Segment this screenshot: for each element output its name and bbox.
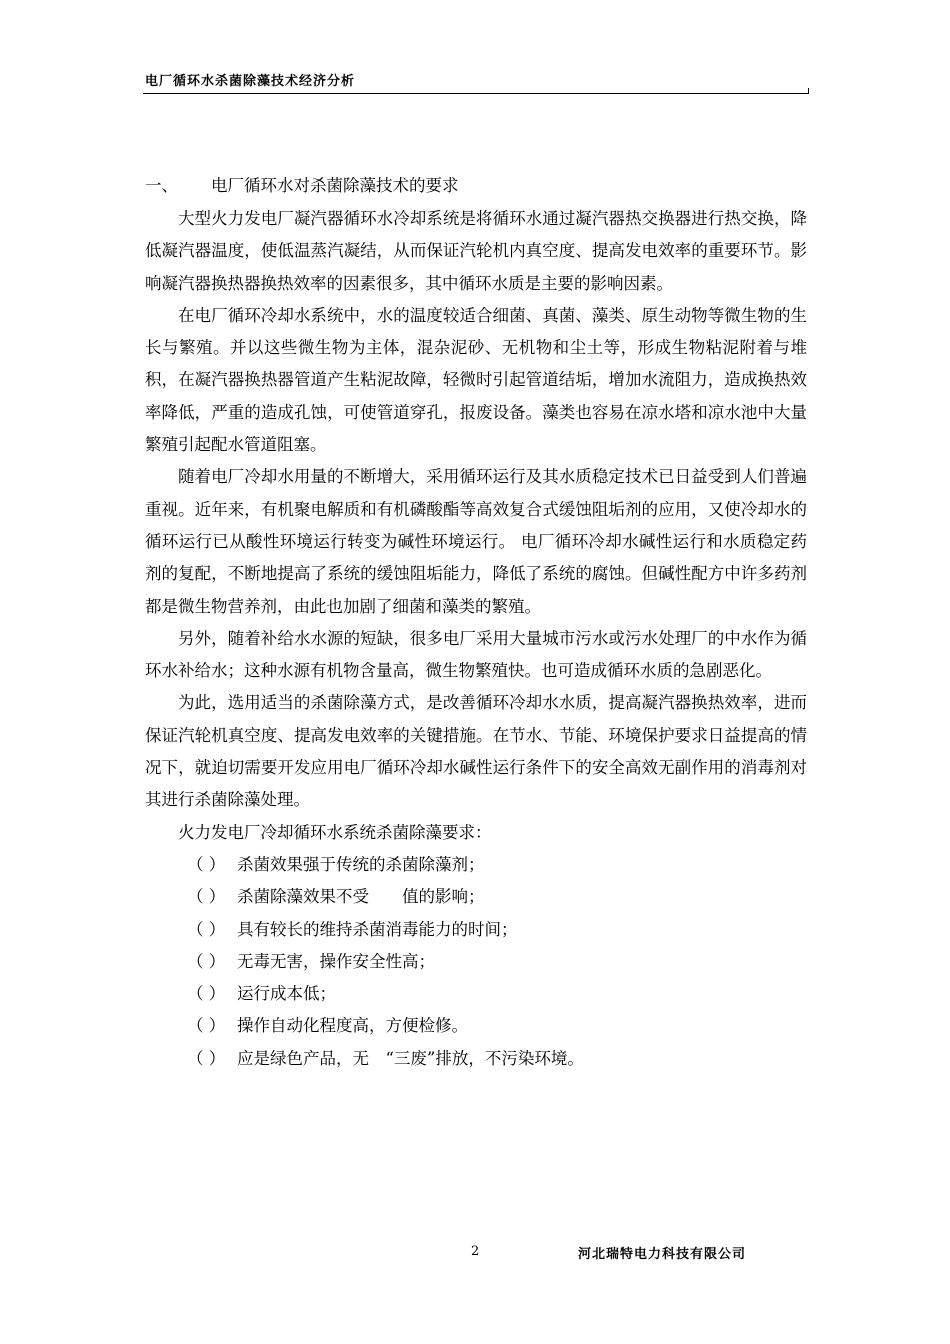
paragraph: 为此，选用适当的杀菌除藻方式，是改善循环冷却水水质，提高凝汽器换热效率，进而保证汽轮机真空度、提高发电效率的关键措施。在节水、节能、环境保护要求日益提高的情况下，就迫切需要开发应用电厂循环冷却水碱性运行条件下的安全高效无副作用的消毒剂对其进行杀菌除藻处理。 <box>145 693 807 810</box>
section-number: 一、 <box>145 176 178 195</box>
body-text <box>145 203 807 1075</box>
list-marker: （ ） <box>187 1016 226 1036</box>
section-title: 电厂循环水对杀菌除藻技术的要求 <box>211 176 459 195</box>
requirements-intro: 火力发电厂冷却循环水系统杀菌除藻要求： <box>178 822 492 842</box>
header-rule <box>143 93 808 94</box>
list-marker: （ ） <box>187 951 226 971</box>
running-header-title: 电厂循环水杀菌除藻技术经济分析 <box>145 74 356 89</box>
list-item-text: 运行成本低； <box>237 984 336 1004</box>
list-item <box>145 881 807 913</box>
list-marker: （ ） <box>187 919 226 939</box>
list-item-text: 杀菌效果强于传统的杀菌除藻剂； <box>237 854 485 874</box>
footer-company-name: 河北瑞特电力科技有限公司 <box>578 1247 747 1262</box>
header-rule-tick <box>808 88 809 94</box>
list-marker: （ ） <box>187 887 226 907</box>
list-item-text: 操作自动化程度高，方便检修。 <box>237 1016 468 1036</box>
list-item-text: 具有较长的维持杀菌消毒能力的时间； <box>237 919 518 939</box>
paragraph: 大型火力发电厂凝汽器循环水冷却系统是将循环水通过凝汽器热交换器进行热交换，降低凝汽器温度，使低温蒸汽凝结，从而保证汽轮机内真空度、提高发电效率的重要环节。影响凝汽器换热器换热效率的因素很多，其中循环水质是主要的影响因素。 <box>145 209 807 293</box>
list-item <box>145 1043 807 1075</box>
list-item <box>145 914 807 946</box>
page-number: 2 <box>471 1244 480 1259</box>
section-heading <box>145 172 459 196</box>
list-item-text: 杀菌除藻效果不受 值的影响； <box>237 887 485 907</box>
list-item <box>145 978 807 1010</box>
list-marker: （ ） <box>187 854 226 874</box>
paragraph: 随着电厂冷却水用量的不断增大，采用循环运行及其水质稳定技术已日益受到人们普遍重视。近年来，有机聚电解质和有机磷酸酯等高效复合式缓蚀阻垢剂的应用，又使冷却水的循环运行已从酸性环境运行转变为碱性环境运行。 电厂循环冷却水碱性运行和水质稳定药剂的复配，不断地提高了系统的缓蚀阻垢能力，降低了系统的腐蚀。但碱性配方中许多药剂都是微生物营养剂，由此也加剧了细菌和藻类的繁殖。 <box>145 467 807 616</box>
list-marker: （ ） <box>187 1048 226 1068</box>
paragraph: 在电厂循环冷却水系统中，水的温度较适合细菌、真菌、藻类、原生动物等微生物的生长与繁殖。并以这些微生物为主体，混杂泥砂、无机物和尘土等，形成生物粘泥附着与堆积，在凝汽器换热器管道产生粘泥故障，轻微时引起管道结垢，增加水流阻力，造成换热效率降低，严重的造成孔蚀，可使管道穿孔，报废设备。藻类也容易在凉水塔和凉水池中大量繁殖引起配水管道阻塞。 <box>145 305 807 455</box>
requirements-list <box>145 849 807 1075</box>
list-item <box>145 1010 807 1042</box>
list-item-text: 应是绿色产品，无 “三废”排放，不污染环境。 <box>237 1048 584 1068</box>
list-item <box>145 849 807 881</box>
list-item-text: 无毒无害，操作安全性高； <box>237 951 435 971</box>
paragraph: 另外，随着补给水水源的短缺，很多电厂采用大量城市污水或污水处理厂的中水作为循环水补给水；这种水源有机物含量高，微生物繁殖快。也可造成循环水质的急剧恶化。 <box>145 628 807 681</box>
list-marker: （ ） <box>187 984 226 1004</box>
list-item <box>145 946 807 978</box>
